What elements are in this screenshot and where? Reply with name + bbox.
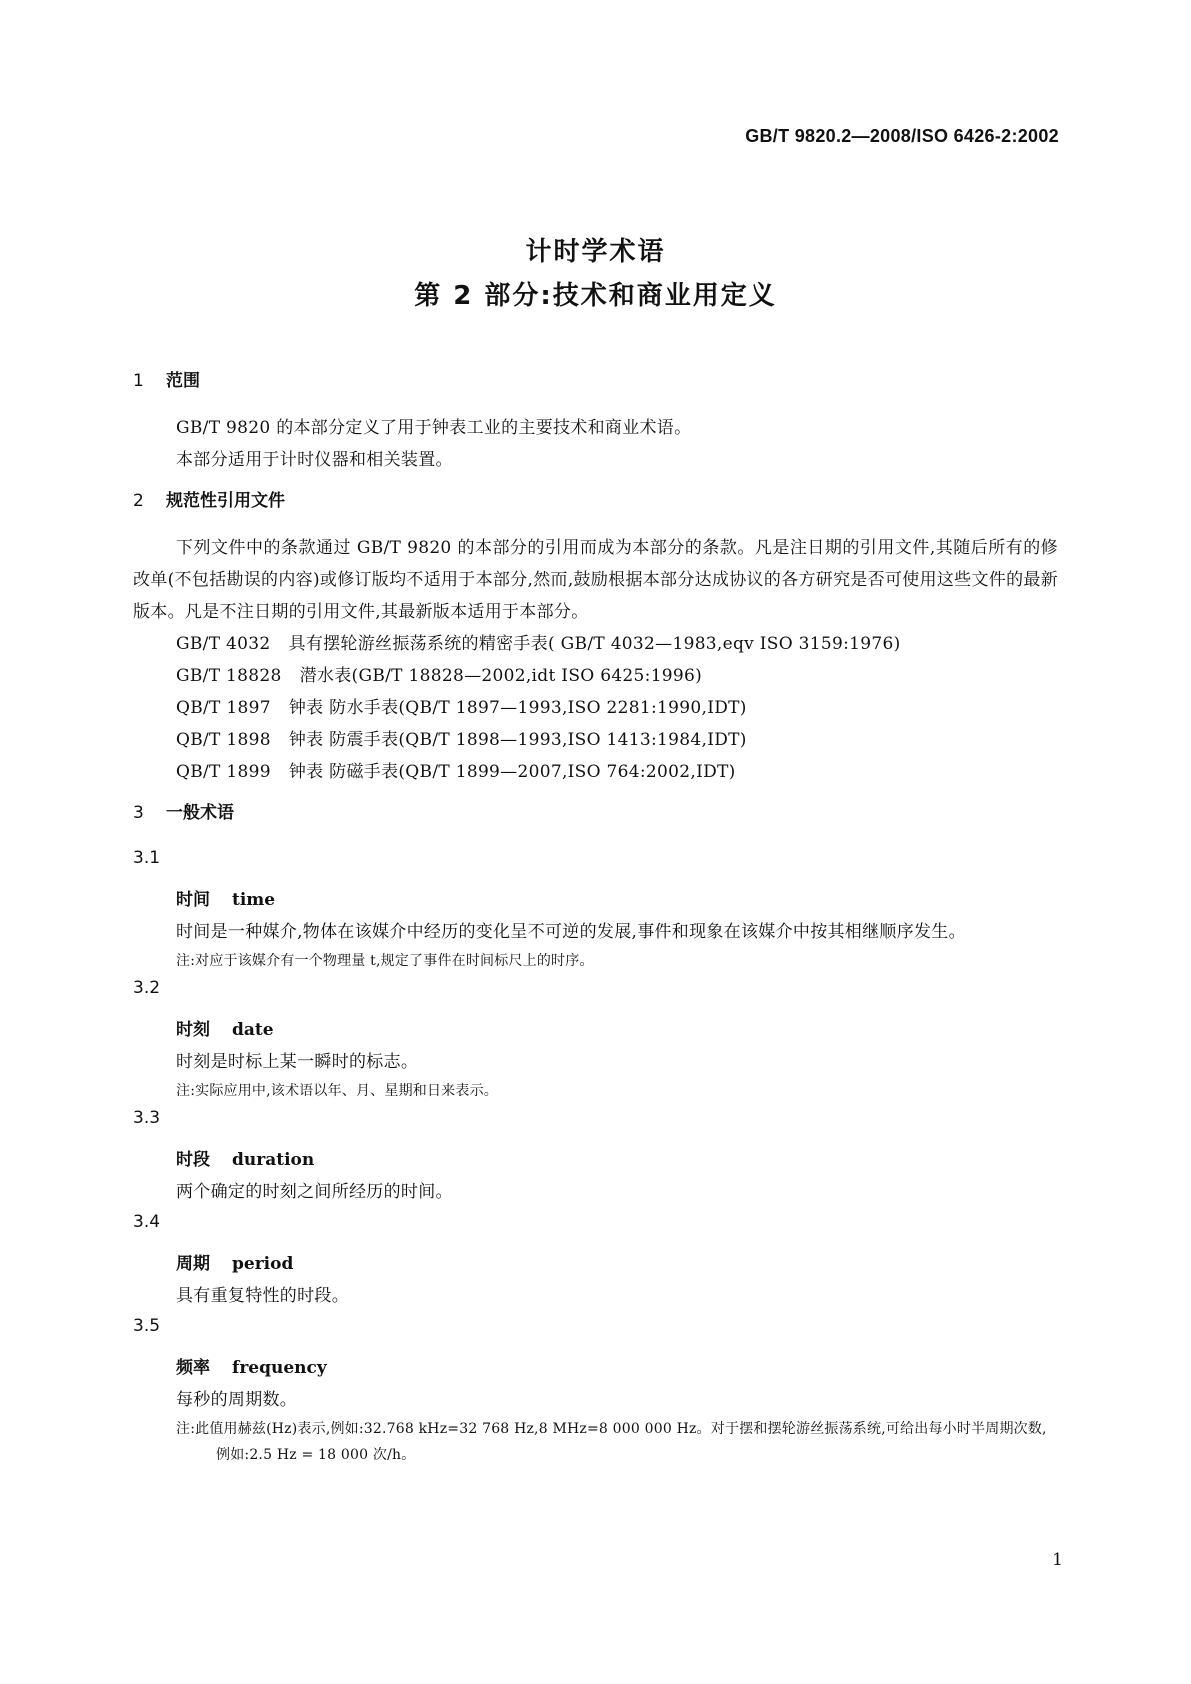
term-note: 注:此值用赫兹(Hz)表示,例如:32.768 kHz=32 768 Hz,8 MHz=8 000 000 Hz。对于摆和摆轮游丝振荡系统,可给出每小时半周期次数,例如:2.5 Hz = 18 000 次/h。 — [176, 1421, 1047, 1463]
normative-intro-paragraph: 下列文件中的条款通过 GB/T 9820 的本部分的引用而成为本部分的条款。凡是注日期的引用文件,其随后所有的修改单(不包括勘误的内容)或修订版均不适用于本部分,然而,鼓励根据本部分达成协议的各方研究是否可使用这些文件的最新版本。凡是不注日期的引用文件,其最新版本适用于本部分。 — [133, 538, 1058, 622]
term-chinese: 频率 — [176, 1358, 210, 1378]
reference-item — [133, 756, 1058, 788]
term-chinese: 时段 — [176, 1150, 210, 1170]
reference-title: 潜水表(GB/T 18828—2002,idt ISO 6425:1996) — [299, 666, 703, 686]
term-heading — [133, 1248, 1058, 1280]
section-title: 一般术语 — [166, 803, 234, 823]
reference-title: 钟表 防水手表(QB/T 1897—1993,ISO 2281:1990,IDT) — [288, 698, 747, 718]
section-title: 规范性引用文件 — [166, 491, 285, 511]
section-heading-scope — [133, 368, 1058, 394]
reference-item — [133, 628, 1058, 660]
term-definition: 两个确定的时刻之间所经历的时间。 — [176, 1182, 453, 1202]
reference-code: QB/T 1897 — [176, 698, 271, 718]
term-heading — [133, 1014, 1058, 1046]
document-title — [0, 230, 1191, 318]
section-heading-normative — [133, 488, 1058, 514]
reference-code: QB/T 1899 — [176, 762, 271, 782]
term-definition: 具有重复特性的时段。 — [176, 1286, 349, 1306]
term-number: 3.3 — [133, 1108, 161, 1128]
standard-number: GB/T 9820.2—2008/ISO 6426-2:2002 — [745, 126, 1059, 146]
term-chinese: 时刻 — [176, 1020, 210, 1040]
term-note: 注:对应于该媒介有一个物理量 t,规定了事件在时间标尺上的时序。 — [176, 953, 594, 969]
term-number: 3.2 — [133, 978, 161, 998]
term-definition: 时间是一种媒介,物体在该媒介中经历的变化呈不可逆的发展,事件和现象在该媒介中按其相继顺序发生。 — [176, 922, 966, 942]
section-number: 2 — [133, 491, 144, 511]
reference-code: GB/T 4032 — [176, 634, 271, 654]
term-english: time — [232, 890, 276, 910]
reference-title: 钟表 防磁手表(QB/T 1899—2007,ISO 764:2002,IDT) — [288, 762, 736, 782]
term-number: 3.4 — [133, 1212, 161, 1232]
term-english: date — [232, 1020, 274, 1040]
reference-item — [133, 660, 1058, 692]
reference-code: GB/T 18828 — [176, 666, 282, 686]
term-chinese: 时间 — [176, 890, 210, 910]
section-heading-general-terms — [133, 800, 1058, 826]
scope-paragraph-2: 本部分适用于计时仪器和相关装置。 — [176, 450, 453, 470]
term-definition: 时刻是时标上某一瞬时的标志。 — [176, 1052, 419, 1072]
section-number: 1 — [133, 371, 144, 391]
term-english: duration — [232, 1150, 315, 1170]
term-english: frequency — [232, 1358, 327, 1378]
reference-title: 具有摆轮游丝振荡系统的精密手表( GB/T 4032—1983,eqv ISO 3159:1976) — [288, 634, 901, 654]
term-chinese: 周期 — [176, 1254, 210, 1274]
reference-item — [133, 692, 1058, 724]
term-definition: 每秒的周期数。 — [176, 1390, 298, 1410]
title-line-2: 第 2 部分:技术和商业用定义 — [414, 281, 777, 311]
term-note: 注:实际应用中,该术语以年、月、星期和日来表示。 — [176, 1083, 498, 1099]
term-heading — [133, 884, 1058, 916]
section-number: 3 — [133, 803, 144, 823]
page-number: 1 — [1052, 1550, 1063, 1570]
section-title: 范围 — [166, 371, 200, 391]
document-body — [133, 368, 1058, 1468]
title-line-1: 计时学术语 — [525, 237, 666, 267]
reference-title: 钟表 防震手表(QB/T 1898—1993,ISO 1413:1984,IDT) — [288, 730, 747, 750]
term-number: 3.5 — [133, 1316, 161, 1336]
reference-code: QB/T 1898 — [176, 730, 271, 750]
term-english: period — [232, 1254, 294, 1274]
term-heading — [133, 1144, 1058, 1176]
reference-item — [133, 724, 1058, 756]
term-heading — [133, 1352, 1058, 1384]
term-number: 3.1 — [133, 848, 161, 868]
scope-paragraph-1: GB/T 9820 的本部分定义了用于钟表工业的主要技术和商业术语。 — [176, 418, 692, 438]
